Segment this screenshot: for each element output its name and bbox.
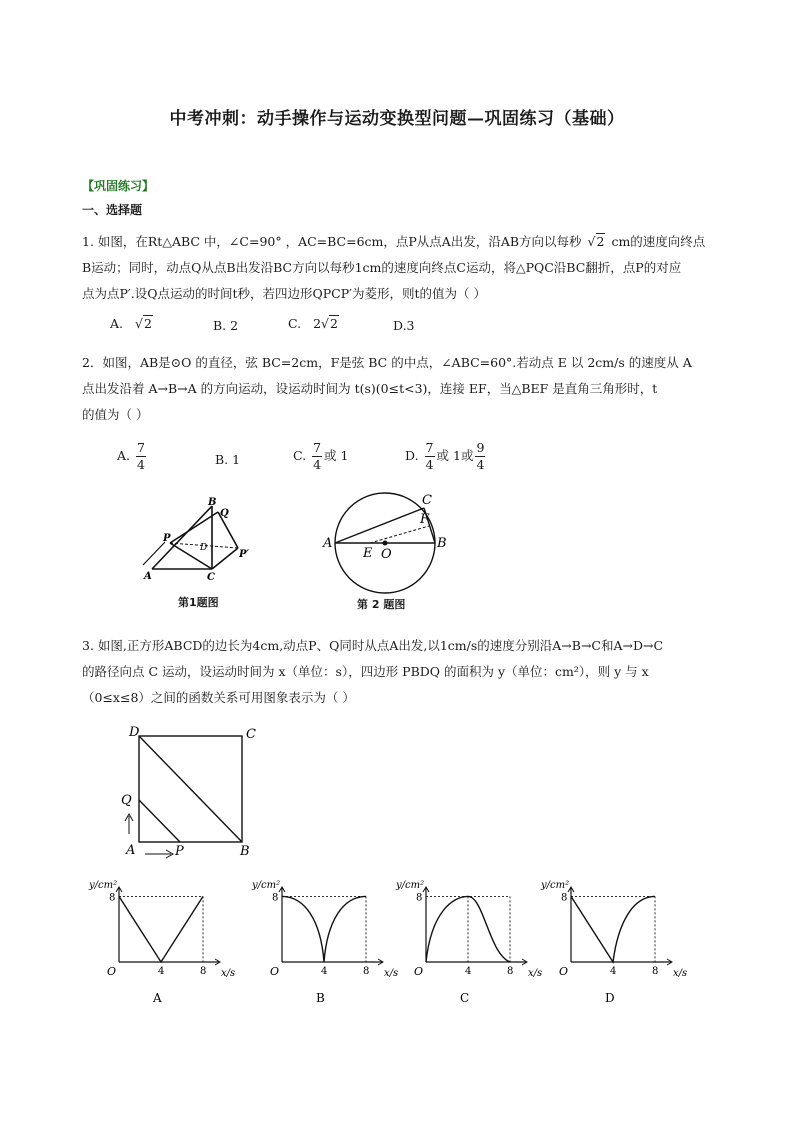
x-axis-label: x/s	[384, 968, 399, 979]
graph-curve	[119, 896, 203, 962]
q2-option-a-frac	[136, 440, 146, 473]
frac-den: 4	[313, 457, 322, 472]
x-tick-8: 8	[652, 966, 659, 977]
q1-line3: 点为点P′.设Q点运动的时间t秒，若四边形QPCP′为菱形，则t的值为（ ）	[82, 286, 486, 301]
square-label-p: P	[175, 844, 184, 859]
figure-3-square	[115, 722, 265, 862]
q1-option-a[interactable]	[110, 316, 153, 331]
q1-sqrt-arg: 2	[596, 234, 605, 249]
q2-line1: 2．如图，AB是⊙O 的直径，弦 BC=2cm，F是弦 BC 的中点，∠ABC=60°.若动点 E 以 2cm/s 的速度从 A	[82, 355, 692, 370]
x-tick-4: 4	[158, 966, 165, 977]
q2-option-d-label: D.	[405, 448, 419, 463]
x-tick-4: 4	[321, 966, 328, 977]
figure-1	[140, 492, 270, 584]
q2-option-d-frac1	[425, 440, 435, 473]
y-tick-8: 8	[109, 892, 116, 904]
q2-option-a-label: A.	[117, 448, 131, 463]
q3-line3: （0≤x≤8）之间的函数关系可用图象表示为（ ）	[82, 690, 355, 705]
question-2	[82, 350, 722, 428]
q2-option-b[interactable]: B. 1	[215, 452, 241, 467]
x-tick-8: 8	[200, 966, 207, 977]
fig2-label-e: E	[363, 546, 373, 561]
graph-option-d[interactable]	[537, 880, 688, 1006]
frac-num: 7	[137, 440, 145, 455]
question-3	[82, 633, 722, 711]
graph-name-a: A	[153, 991, 162, 1005]
fig1-label-q: Q	[220, 508, 229, 519]
square-segment-qp	[139, 800, 180, 842]
q2-option-a[interactable]	[117, 440, 148, 473]
x-tick-8: 8	[363, 966, 370, 977]
q2-option-c[interactable]	[293, 440, 348, 473]
origin-label: O	[270, 965, 280, 978]
fig1-label-b: B	[208, 497, 217, 508]
x-axis-label: x/s	[221, 968, 236, 979]
y-axis-label: y/cm²	[541, 880, 570, 891]
q1-option-c-sqrt: √2	[321, 316, 338, 331]
graph-curve	[571, 896, 655, 962]
q1-line1-text-a: 1. 如图，在Rt△ABC 中，∠C=90° ，AC=BC=6cm，点P从点A出发，沿AB方向以每秒	[82, 234, 582, 249]
q1-option-a-label: A.	[110, 316, 124, 331]
fig2-label-f: F	[420, 512, 430, 527]
q2-line3: 的值为（ ）	[82, 407, 149, 422]
y-tick-8: 8	[272, 892, 279, 904]
fig2-label-a: A	[323, 536, 333, 551]
q2-option-d-or: 或	[460, 448, 474, 463]
frac-den: 4	[425, 457, 434, 472]
frac-num: 7	[425, 440, 434, 455]
graph-name-b: B	[316, 991, 325, 1005]
fig1-motion-arrow	[143, 542, 165, 565]
graph-option-a[interactable]	[85, 880, 236, 1006]
square-label-b: B	[240, 844, 250, 859]
q1-line2: B运动；同时，动点Q从点B出发沿BC方向以每秒1cm的速度向终点C运动，将△PQC沿BC翻折，点P的对应	[82, 260, 682, 275]
q2-option-d[interactable]	[405, 440, 487, 473]
graph-name-c: C	[460, 991, 470, 1005]
q1-option-b[interactable]: B. 2	[213, 318, 239, 333]
fig1-edge-pq	[170, 512, 218, 543]
figure-1-caption: 第1题图	[178, 596, 219, 609]
section-heading: 一、选择题	[82, 203, 143, 217]
q1-option-a-sqrt-arg: 2	[143, 316, 152, 331]
fig1-edge-ppc	[212, 548, 238, 569]
origin-label: O	[559, 965, 569, 978]
q1-line1	[82, 229, 722, 255]
q2-line2: 点出发沿着 A→B→A 的方向运动，设运动时间为 t(s)(0≤t<3)，连接 EF，当△BEF 是直角三角形时，t	[82, 381, 658, 396]
frac-den: 4	[137, 457, 145, 472]
fig1-label-p: P	[163, 533, 171, 544]
fig1-label-c: C	[207, 572, 215, 583]
origin-label: O	[107, 965, 117, 978]
q3-line1: 3. 如图,正方形ABCD的边长为4cm,动点P、Q同时从点A出发,以1cm/s的速度分别沿A→B→C和A→D→C	[82, 638, 664, 653]
q1-line1-text-b: cm的速度向终点	[611, 234, 706, 249]
square-diagonal-db	[139, 736, 242, 842]
q1-option-c-coef: 2	[313, 316, 322, 331]
y-axis-label: y/cm²	[396, 880, 425, 891]
y-axis-label: y/cm²	[89, 880, 118, 891]
q1-option-d[interactable]: D.3	[393, 318, 415, 333]
q2-option-d-mid: 或 1	[436, 448, 461, 463]
figure-2-caption: 第 2 题图	[357, 598, 406, 611]
square-label-q: Q	[121, 793, 132, 808]
fig2-chord-ac	[335, 508, 424, 543]
graph-name-d: D	[605, 991, 615, 1005]
q1-sqrt2: √2	[587, 234, 605, 249]
x-axis-label: x/s	[673, 968, 688, 979]
frac-den: 4	[476, 457, 485, 472]
y-axis-label: y/cm²	[252, 880, 281, 891]
graph-curve	[282, 896, 366, 962]
square-label-d: D	[129, 725, 140, 740]
fig2-segment-ef	[370, 526, 429, 543]
graph-option-c[interactable]	[392, 880, 543, 1006]
graph-option-b[interactable]	[248, 880, 399, 1006]
q1-option-c[interactable]	[288, 316, 339, 331]
origin-label: O	[414, 965, 424, 978]
q1-option-c-sqrt-arg: 2	[330, 316, 338, 331]
q2-option-c-rest: 或 1	[324, 448, 349, 463]
fig2-label-o: O	[381, 547, 392, 562]
square-label-c: C	[246, 727, 256, 742]
q2-option-c-frac	[312, 440, 322, 473]
x-tick-4: 4	[465, 966, 472, 977]
fig1-label-a: A	[144, 571, 152, 582]
x-axis-label: x/s	[528, 968, 543, 979]
q2-option-d-frac2	[475, 440, 485, 473]
frac-num: 9	[476, 440, 485, 455]
frac-num: 7	[313, 440, 322, 455]
page-title: 中考冲刺：动手操作与运动变换型问题—巩固练习（基础）	[169, 109, 625, 129]
fig1-label-pprime: P′	[239, 549, 250, 560]
fig1-label-d: D	[200, 543, 208, 553]
y-tick-8: 8	[561, 892, 568, 904]
x-tick-4: 4	[610, 966, 617, 977]
figure-2	[320, 488, 450, 598]
x-tick-8: 8	[507, 966, 514, 977]
y-tick-8: 8	[416, 892, 423, 904]
square-label-a: A	[126, 843, 136, 858]
q1-option-c-label: C.	[288, 316, 302, 331]
fig1-edge-ab	[152, 506, 212, 569]
q3-line2: 的路径向点 C 运动，设运动时间为 x（单位：s），四边形 PBDQ 的面积为 y（单位：cm²），则 y 与 x	[82, 664, 649, 679]
fig2-label-b: B	[437, 536, 447, 551]
section-tag: 【巩固练习】	[82, 179, 155, 193]
question-1	[82, 229, 722, 307]
fig2-label-c: C	[422, 493, 432, 508]
fig2-center-dot	[383, 541, 388, 546]
q2-option-c-label: C.	[293, 448, 307, 463]
q1-option-a-value: √2	[135, 316, 152, 331]
